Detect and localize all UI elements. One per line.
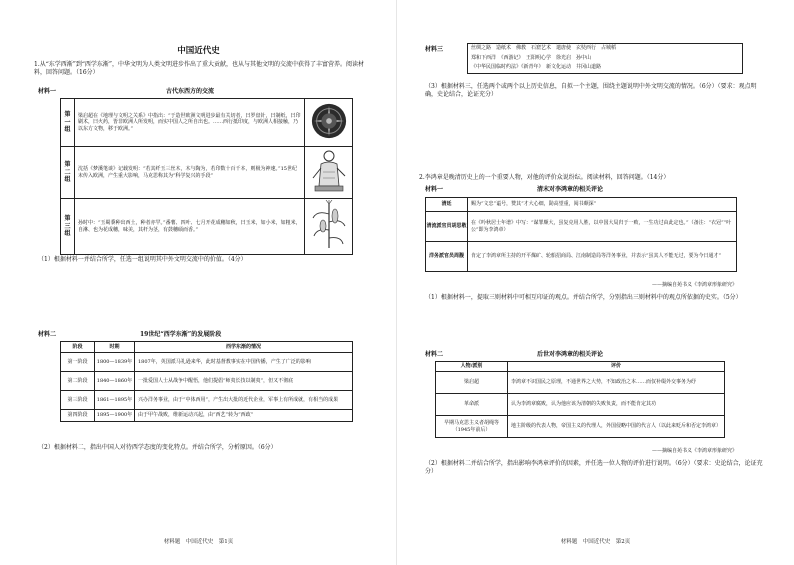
period-cell: 1895—1900年 bbox=[95, 410, 135, 422]
stage-cell: 第一阶段 bbox=[61, 353, 95, 372]
commentator-cell: 清廷 bbox=[426, 198, 468, 212]
table-row bbox=[61, 391, 353, 410]
list-item bbox=[468, 63, 743, 73]
material-5-title: 后世对李鸿章的相关评论 bbox=[537, 351, 604, 358]
desc-cell: 兴办洋务事业，由于“中体西用”，产生出大批的近代企业，军事上有所成就，有相当的成果 bbox=[135, 391, 353, 410]
keyword-line: 丝绸之路 造纸术 佛教 石窟艺术 遣唐使 玄奘西行 占城稻 bbox=[468, 44, 743, 54]
list-item bbox=[468, 54, 743, 64]
material-1-label: 材料一 bbox=[38, 88, 57, 95]
material-1-title: 古代东西方的交流 bbox=[166, 88, 215, 95]
group-text: 梁启超在《地理与文明之关系》中指出：“于造世欧洲文明进步最有关切者，曰罗盘针，曰制纸，曰印刷术，曰火药，皆非欧洲人所发明，而实中国人之所自出也。……西行抵印度，与欧洲人相接触，乃以东方文物，移于欧洲。” bbox=[75, 99, 305, 147]
material-4-table bbox=[425, 197, 737, 272]
group-label: 第一组 bbox=[61, 99, 75, 147]
period-cell: 1840—1860年 bbox=[95, 372, 135, 391]
table-row bbox=[61, 99, 353, 147]
material-3-question: （3）根据材料三，任选两个或两个以上历史信息，自拟一个主题，围绕主题说明中外文明交流的情况。（6分）（要求：观点明确，史论结合，论证充分） bbox=[425, 83, 757, 98]
question-1-text: 1.从“东学西渐”到“西学东渐”，中华文明为人类文明进步作出了重大贡献，也从与其他文明的交流中获得了丰富营养。阅读材料，回答问题。（16分） bbox=[34, 61, 364, 76]
material-5-table bbox=[435, 361, 725, 438]
column-header: 阶段 bbox=[61, 342, 95, 353]
corn-plant-icon bbox=[311, 200, 347, 250]
comment-cell: 在《吟秋居士年谱》中写：“谋罪颇大，虽复克用人胜，以中国大局归于一败，一生功过由此定也。”（备注：“衣冠”“叶公”即为李鸿章） bbox=[468, 212, 737, 242]
group-text: 沈括《梦溪笔谈》记载发明：“若其纤玉三丝木，木与陶为，若印数十百千本，则极为神速。”15世纪末传入欧洲，产生重大影响，马克思称其为“科学复兴的手段” bbox=[75, 147, 305, 199]
table-row bbox=[426, 198, 737, 212]
period-cell: 1800—1839年 bbox=[95, 353, 135, 372]
comment-cell: 认为李鸿章腐败，认为他应该为清朝的失败负责，而不能肯定其功 bbox=[508, 394, 725, 416]
desc-cell: 1807年，英国派马礼逊来华，此时基督教事实在中国传播，产生了广泛的影响 bbox=[135, 353, 353, 372]
material-5-source: ——摘编自苑书义《李鸿章形象研究》 bbox=[651, 448, 737, 454]
table-header-row bbox=[436, 362, 725, 372]
material-4-source: ——摘编自苑书义《李鸿章形象研究》 bbox=[651, 282, 737, 288]
table-row bbox=[426, 242, 737, 272]
compass-disc-icon bbox=[310, 102, 348, 140]
table-header-row bbox=[61, 342, 353, 353]
desc-cell: 由于甲午战败，维新运动兴起，由“西艺”转为“西政” bbox=[135, 410, 353, 422]
commentator-cell: 清流派官员胡思敬 bbox=[426, 212, 468, 242]
printer-figure-image bbox=[305, 147, 353, 199]
material-1-question: （1）根据材料一并结合所学，任选一组说明其中外文明交流中的价值。（4分） bbox=[38, 256, 247, 263]
comment-cell: 肯定了李鸿章所主持的开平煤矿、轮船招商局、江南制造局等洋务事业，并表示“虽其人不能无过，要为今日通才” bbox=[468, 242, 737, 272]
desc-cell: 一批爱国人士从战争中醒悟，他们提倡“师夷长技以制夷”，但又不彻底 bbox=[135, 372, 353, 391]
table-row bbox=[61, 372, 353, 391]
comment-cell: 李鸿章不识国民之原理，不通世界之大势，不知政治之本……而仅补缀外交事务为纾 bbox=[508, 372, 725, 394]
period-cell: 1861—1895年 bbox=[95, 391, 135, 410]
comment-cell: 地主阶级的代表人物，帝国主义的代理人，外国侵略中国的代言人（以此来贬斥和否定李鸿章） bbox=[508, 416, 725, 438]
keyword-line: 郑和下西洋 《西游记》 王阳明心学 徐光启 孙中山 bbox=[468, 54, 743, 64]
table-row bbox=[426, 212, 737, 242]
column-header: 人物/派别 bbox=[436, 362, 508, 372]
table-row bbox=[61, 199, 353, 255]
page-footer: 材料题 中国近代史 第2页 bbox=[560, 539, 631, 545]
bronze-mirror-image bbox=[305, 99, 353, 147]
commentator-cell: 早期马克思主义者胡绳等（1945年前后） bbox=[436, 416, 508, 438]
group-label: 第二组 bbox=[61, 147, 75, 199]
printing-worker-icon bbox=[309, 148, 349, 194]
keyword-line: 《中华民国临时约法》《新青年》 新文化运动 井冈山道路 bbox=[468, 63, 743, 73]
material-3-label: 材料三 bbox=[425, 46, 444, 53]
table-row bbox=[61, 410, 353, 422]
material-4-title: 清末对李鸿章的相关评论 bbox=[537, 186, 604, 193]
group-label: 第三组 bbox=[61, 199, 75, 255]
material-5-question: （2）根据材料二并结合所学，指出影响李鸿章评价的因素，并任选一位人物的评价进行说明。（6分）（要求：史论结合，论证充分） bbox=[425, 460, 763, 475]
material-2-table bbox=[60, 341, 353, 422]
comment-cell: 赐为“文忠”谥号，赞其“才大心细，勋高望重，阅书颇深” bbox=[468, 198, 737, 212]
page-title: 中国近代史 bbox=[177, 46, 220, 56]
list-item bbox=[468, 44, 743, 54]
table-row bbox=[61, 353, 353, 372]
table-row bbox=[61, 147, 353, 199]
table-row bbox=[436, 372, 725, 394]
table-row bbox=[436, 416, 725, 438]
question-2-text: 2.李鸿章是晚清历史上的一个重要人物，对他的评价众说纷纭。阅读材料，回答问题。（14分） bbox=[419, 174, 670, 181]
material-2-title: 19世纪“西学东渐”的发展阶段 bbox=[140, 331, 222, 338]
commentator-cell: 梁启超 bbox=[436, 372, 508, 394]
commentator-cell: 洋务派官员周馥 bbox=[426, 242, 468, 272]
table-row bbox=[436, 394, 725, 416]
page-footer: 材料题 中国近代史 第1页 bbox=[163, 539, 234, 545]
column-header: 时期 bbox=[95, 342, 135, 353]
material-4-label: 材料一 bbox=[425, 186, 444, 193]
group-text: 孙时中：“玉蜀黍种出西土，种者亦罕。”番薯、四叶、七月开花成穗如秋，曰玉米，如小米，如粗米，自淋、也为花成穗，味美，其杆为茎，有鼓穗硕而香。” bbox=[75, 199, 305, 255]
material-3-box bbox=[467, 43, 743, 74]
stage-cell: 第四阶段 bbox=[61, 410, 95, 422]
stage-cell: 第三阶段 bbox=[61, 391, 95, 410]
column-header: 西学东渐的情况 bbox=[135, 342, 353, 353]
material-1-table bbox=[60, 98, 353, 255]
corn-plant-image bbox=[305, 199, 353, 255]
commentator-cell: 革命派 bbox=[436, 394, 508, 416]
stage-cell: 第二阶段 bbox=[61, 372, 95, 391]
right-page bbox=[397, 0, 794, 565]
column-header: 评价 bbox=[508, 362, 725, 372]
material-2-question: （2）根据材料二，指出中国人对待西学态度的变化特点。并结合所学，分析原因。（6分） bbox=[38, 444, 277, 451]
material-4-question: （1）根据材料一，提取三则材料中可相互印证的观点。并结合所学，分别指出三则材料中的观点所依据的史实。（5分） bbox=[425, 294, 742, 301]
material-2-label: 材料二 bbox=[38, 331, 57, 338]
material-5-label: 材料二 bbox=[425, 351, 444, 358]
